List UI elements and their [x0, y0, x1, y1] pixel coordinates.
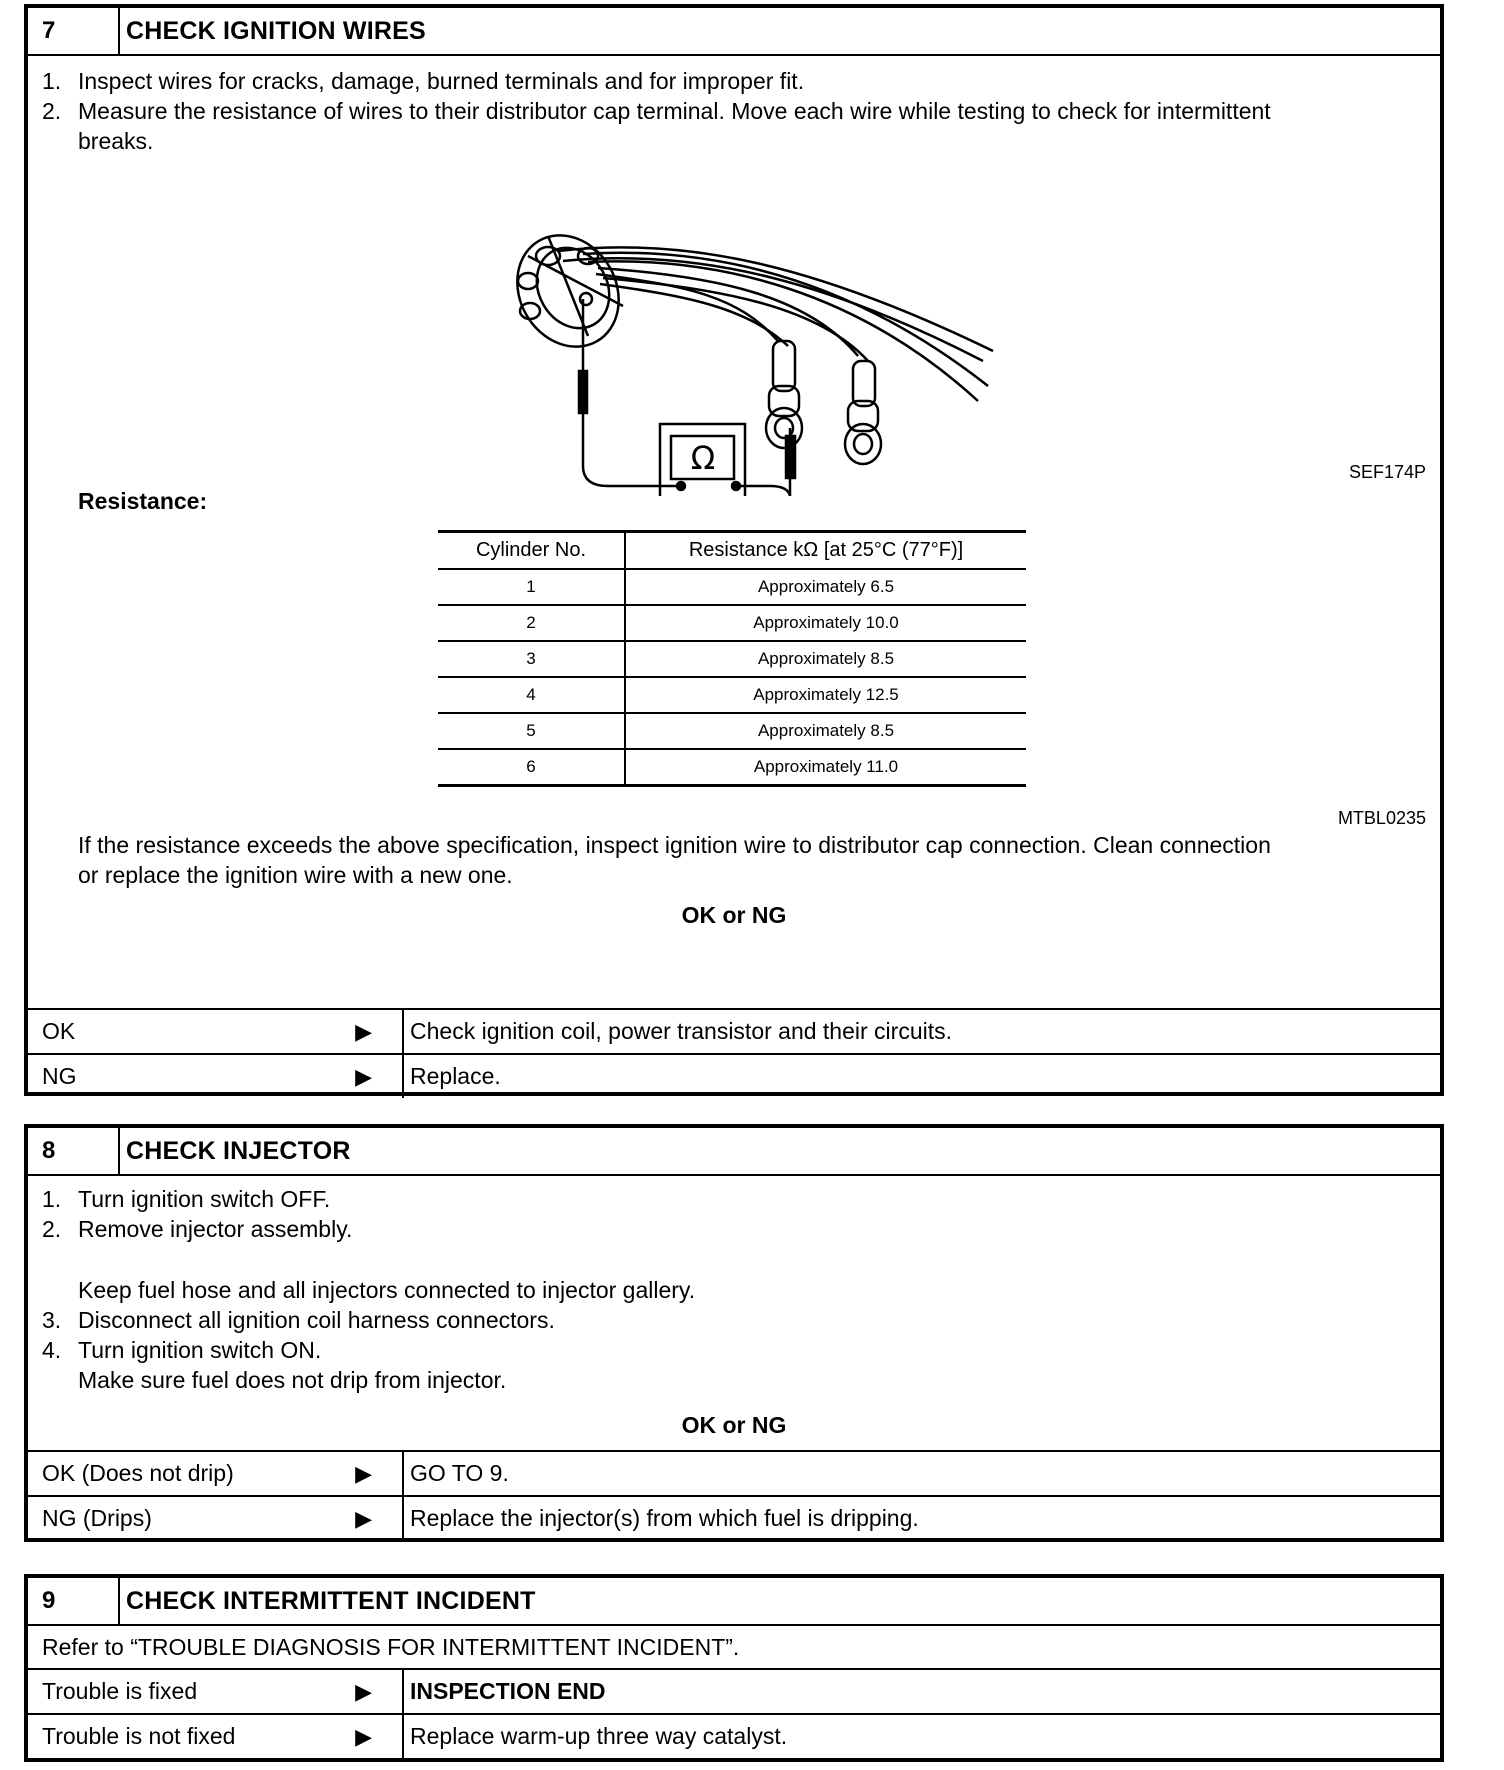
- instruction-note: Make sure fuel does not drip from injector.: [78, 1367, 507, 1393]
- right-arrow-icon: ▶: [355, 1678, 372, 1704]
- result-row-fixed: [28, 1668, 1440, 1713]
- cylinder-cell: 6: [438, 749, 625, 786]
- instruction-text: Turn ignition switch OFF.: [78, 1186, 331, 1212]
- instruction-number: 3.: [42, 1307, 62, 1333]
- instruction-text: Turn ignition switch ON.: [78, 1337, 322, 1363]
- resistance-cell: Approximately 8.5: [625, 641, 1026, 677]
- table-row: [438, 605, 1026, 641]
- right-arrow-icon: ▶: [355, 1063, 372, 1089]
- step-7-body: [28, 56, 1440, 1008]
- ignition-wires-icon: [558, 247, 993, 401]
- table-row: [438, 677, 1026, 713]
- result-row-ng: [28, 1495, 1440, 1540]
- step-8-header: [28, 1128, 1440, 1176]
- note-text-continued: or replace the ignition wire with a new one.: [78, 862, 513, 888]
- result-row-ng: [28, 1053, 1440, 1098]
- result-condition: OK: [42, 1018, 76, 1044]
- ok-or-ng-label: OK or NG: [681, 902, 787, 928]
- right-arrow-icon: ▶: [355, 1460, 372, 1486]
- spark-plug-boot-icon: [845, 361, 881, 464]
- result-condition: OK (Does not drip): [42, 1460, 234, 1486]
- resistance-table: [438, 530, 1026, 787]
- resistance-cell: Approximately 11.0: [625, 749, 1026, 786]
- result-action: Replace.: [410, 1063, 501, 1089]
- column-header-resistance: Resistance kΩ [at 25°C (77°F)]: [625, 532, 1026, 570]
- result-condition: NG: [42, 1063, 77, 1089]
- figure-code: SEF174P: [1348, 462, 1426, 482]
- result-action: Replace the injector(s) from which fuel is dripping.: [410, 1505, 919, 1531]
- column-header-cylinder: Cylinder No.: [438, 532, 625, 570]
- table-header-row: [438, 532, 1026, 570]
- result-condition: NG (Drips): [42, 1505, 152, 1531]
- step-number: 8: [28, 1128, 120, 1174]
- table-row: [438, 713, 1026, 749]
- step-title: CHECK INJECTOR: [126, 1136, 351, 1165]
- table-row: [438, 641, 1026, 677]
- step-9-body: [28, 1626, 1440, 1668]
- step-title: CHECK INTERMITTENT INCIDENT: [126, 1586, 536, 1615]
- cylinder-cell: 2: [438, 605, 625, 641]
- resistance-label: Resistance:: [78, 488, 208, 514]
- instruction-number: 1.: [42, 68, 62, 94]
- ignition-wire-measurement-figure: [488, 196, 1008, 496]
- result-row-ok: [28, 1008, 1440, 1053]
- instruction-text: Inspect wires for cracks, damage, burned terminals and for improper fit.: [78, 68, 805, 94]
- step-7-box: [24, 4, 1444, 1096]
- instruction-text-continued: breaks.: [78, 128, 154, 154]
- spark-plug-boot-icon: [766, 341, 802, 448]
- step-number: 7: [28, 8, 120, 54]
- step-number: 9: [28, 1578, 120, 1624]
- ohm-symbol: Ω: [690, 439, 716, 477]
- cylinder-cell: 1: [438, 569, 625, 605]
- resistance-cell: Approximately 10.0: [625, 605, 1026, 641]
- right-arrow-icon: ▶: [355, 1505, 372, 1531]
- instruction-number: 2.: [42, 98, 62, 124]
- cylinder-cell: 3: [438, 641, 625, 677]
- resistance-cell: Approximately 12.5: [625, 677, 1026, 713]
- step-9-header: [28, 1578, 1440, 1626]
- cylinder-cell: 4: [438, 677, 625, 713]
- result-action: Replace warm-up three way catalyst.: [410, 1723, 788, 1749]
- resistance-cell: Approximately 6.5: [625, 569, 1026, 605]
- right-arrow-icon: ▶: [355, 1018, 372, 1044]
- table-code: MTBL0235: [1337, 808, 1426, 828]
- right-arrow-icon: ▶: [355, 1723, 372, 1749]
- instruction-text: Remove injector assembly.: [78, 1216, 353, 1242]
- instruction-number: 2.: [42, 1216, 62, 1242]
- table-row: [438, 749, 1026, 786]
- instruction-note: Keep fuel hose and all injectors connected to injector gallery.: [78, 1277, 696, 1303]
- table-row: [438, 569, 1026, 605]
- cylinder-cell: 5: [438, 713, 625, 749]
- instruction-text: Refer to “TROUBLE DIAGNOSIS FOR INTERMITTENT INCIDENT”.: [42, 1634, 740, 1660]
- instruction-number: 1.: [42, 1186, 62, 1212]
- result-condition: Trouble is not fixed: [42, 1723, 236, 1749]
- result-row-ok: [28, 1450, 1440, 1495]
- instruction-text: Measure the resistance of wires to their distributor cap terminal. Move each wire while testing to check for intermittent: [78, 98, 1271, 124]
- result-condition: Trouble is fixed: [42, 1678, 198, 1704]
- step-7-header: [28, 8, 1440, 56]
- note-text: If the resistance exceeds the above specification, inspect ignition wire to distributor cap connection. Clean connection: [78, 832, 1271, 858]
- step-8-body: [28, 1176, 1440, 1450]
- step-title: CHECK IGNITION WIRES: [126, 16, 426, 45]
- step-9-box: [24, 1574, 1444, 1762]
- result-action: Check ignition coil, power transistor and their circuits.: [410, 1018, 953, 1044]
- result-action: GO TO 9.: [410, 1460, 509, 1486]
- result-row-not-fixed: [28, 1713, 1440, 1758]
- instruction-text: Disconnect all ignition coil harness connectors.: [78, 1307, 555, 1333]
- resistance-cell: Approximately 8.5: [625, 713, 1026, 749]
- distributor-cap-icon: [497, 217, 638, 365]
- ok-or-ng-label: OK or NG: [681, 1412, 787, 1438]
- step-8-box: [24, 1124, 1444, 1542]
- instruction-number: 4.: [42, 1337, 62, 1363]
- result-action: INSPECTION END: [410, 1678, 606, 1704]
